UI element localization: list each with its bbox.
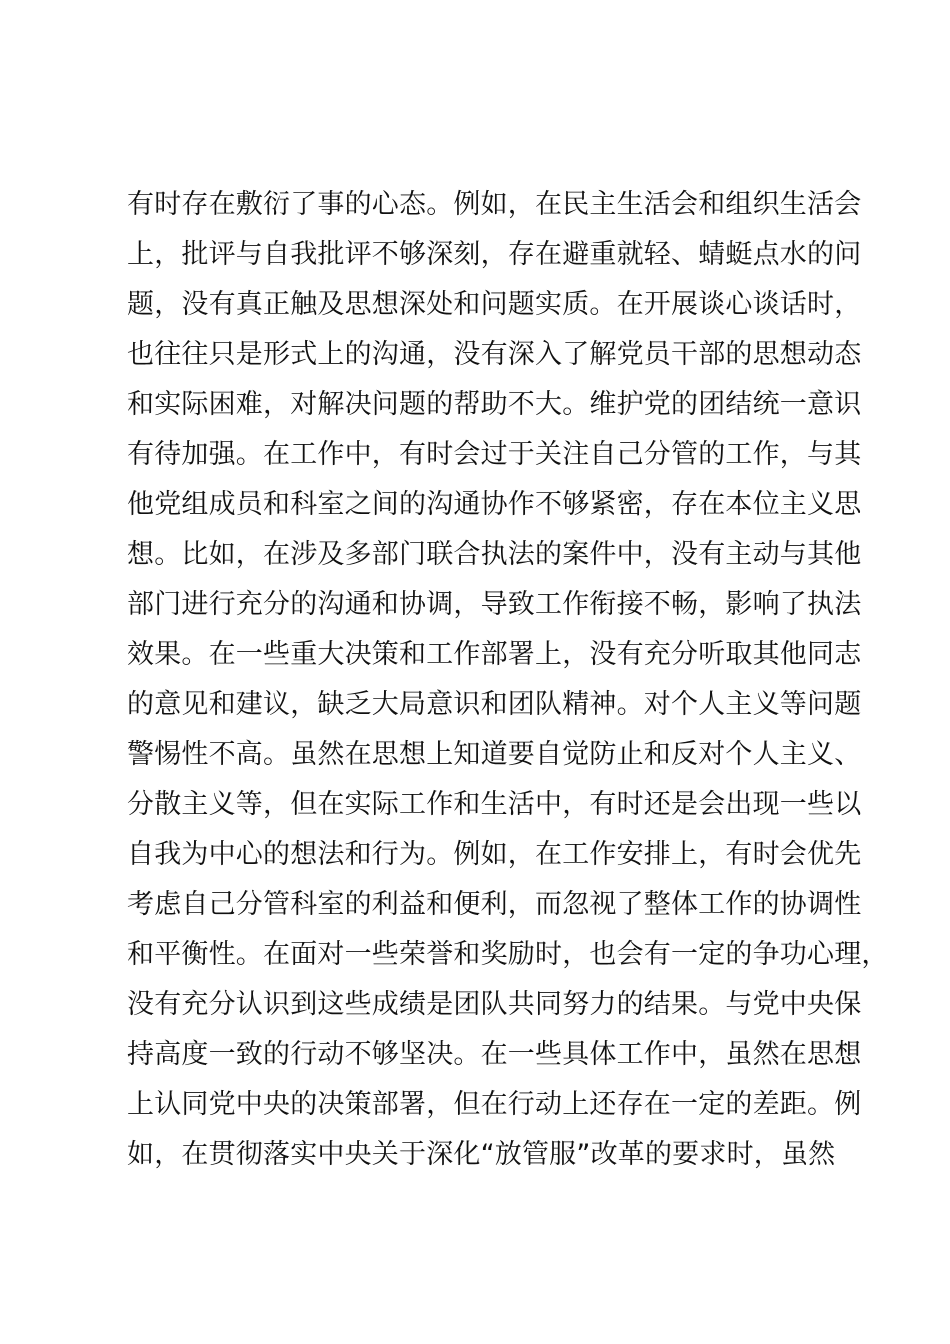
text-line: 考虑自己分管科室的利益和便利，而忽视了整体工作的协调性 [127, 889, 862, 920]
text-line: 上，批评与自我批评不够深刻，存在避重就轻、蜻蜓点水的问 [127, 239, 862, 270]
text-line: 想。比如，在涉及多部门联合执法的案件中，没有主动与其他 [127, 539, 862, 570]
text-line: 警惕性不高。虽然在思想上知道要自觉防止和反对个人主义、 [127, 739, 862, 770]
text-line: 部门进行充分的沟通和协调，导致工作衔接不畅，影响了执法 [127, 589, 862, 620]
text-line: 的意见和建议，缺乏大局意识和团队精神。对个人主义等问题 [127, 689, 862, 720]
text-line: 题，没有真正触及思想深处和问题实质。在开展谈心谈话时， [127, 289, 862, 320]
text-line: 和实际困难，对解决问题的帮助不大。维护党的团结统一意识 [127, 389, 862, 420]
text-line: 分散主义等，但在实际工作和生活中，有时还是会出现一些以 [127, 789, 862, 820]
text-line: 自我为中心的想法和行为。例如，在工作安排上，有时会优先 [127, 839, 862, 870]
text-line: 效果。在一些重大决策和工作部署上，没有充分听取其他同志 [127, 639, 862, 670]
text-line: 有时存在敷衍了事的心态。例如，在民主生活会和组织生活会 [127, 189, 862, 220]
body-text [127, 180, 889, 1180]
text-line: 没有充分认识到这些成绩是团队共同努力的结果。与党中央保 [127, 989, 862, 1020]
text-line: 他党组成员和科室之间的沟通协作不够紧密，存在本位主义思 [127, 489, 862, 520]
text-line: 上认同党中央的决策部署，但在行动上还存在一定的差距。例 [127, 1089, 862, 1120]
text-line: 持高度一致的行动不够坚决。在一些具体工作中，虽然在思想 [127, 1039, 862, 1070]
text-line: 也往往只是形式上的沟通，没有深入了解党员干部的思想动态 [127, 339, 862, 370]
text-line: 和平衡性。在面对一些荣誉和奖励时，也会有一定的争功心理， [127, 939, 889, 970]
text-line: 如，在贯彻落实中央关于深化“放管服”改革的要求时，虽然 [127, 1139, 836, 1170]
text-line: 有待加强。在工作中，有时会过于关注自己分管的工作，与其 [127, 439, 862, 470]
